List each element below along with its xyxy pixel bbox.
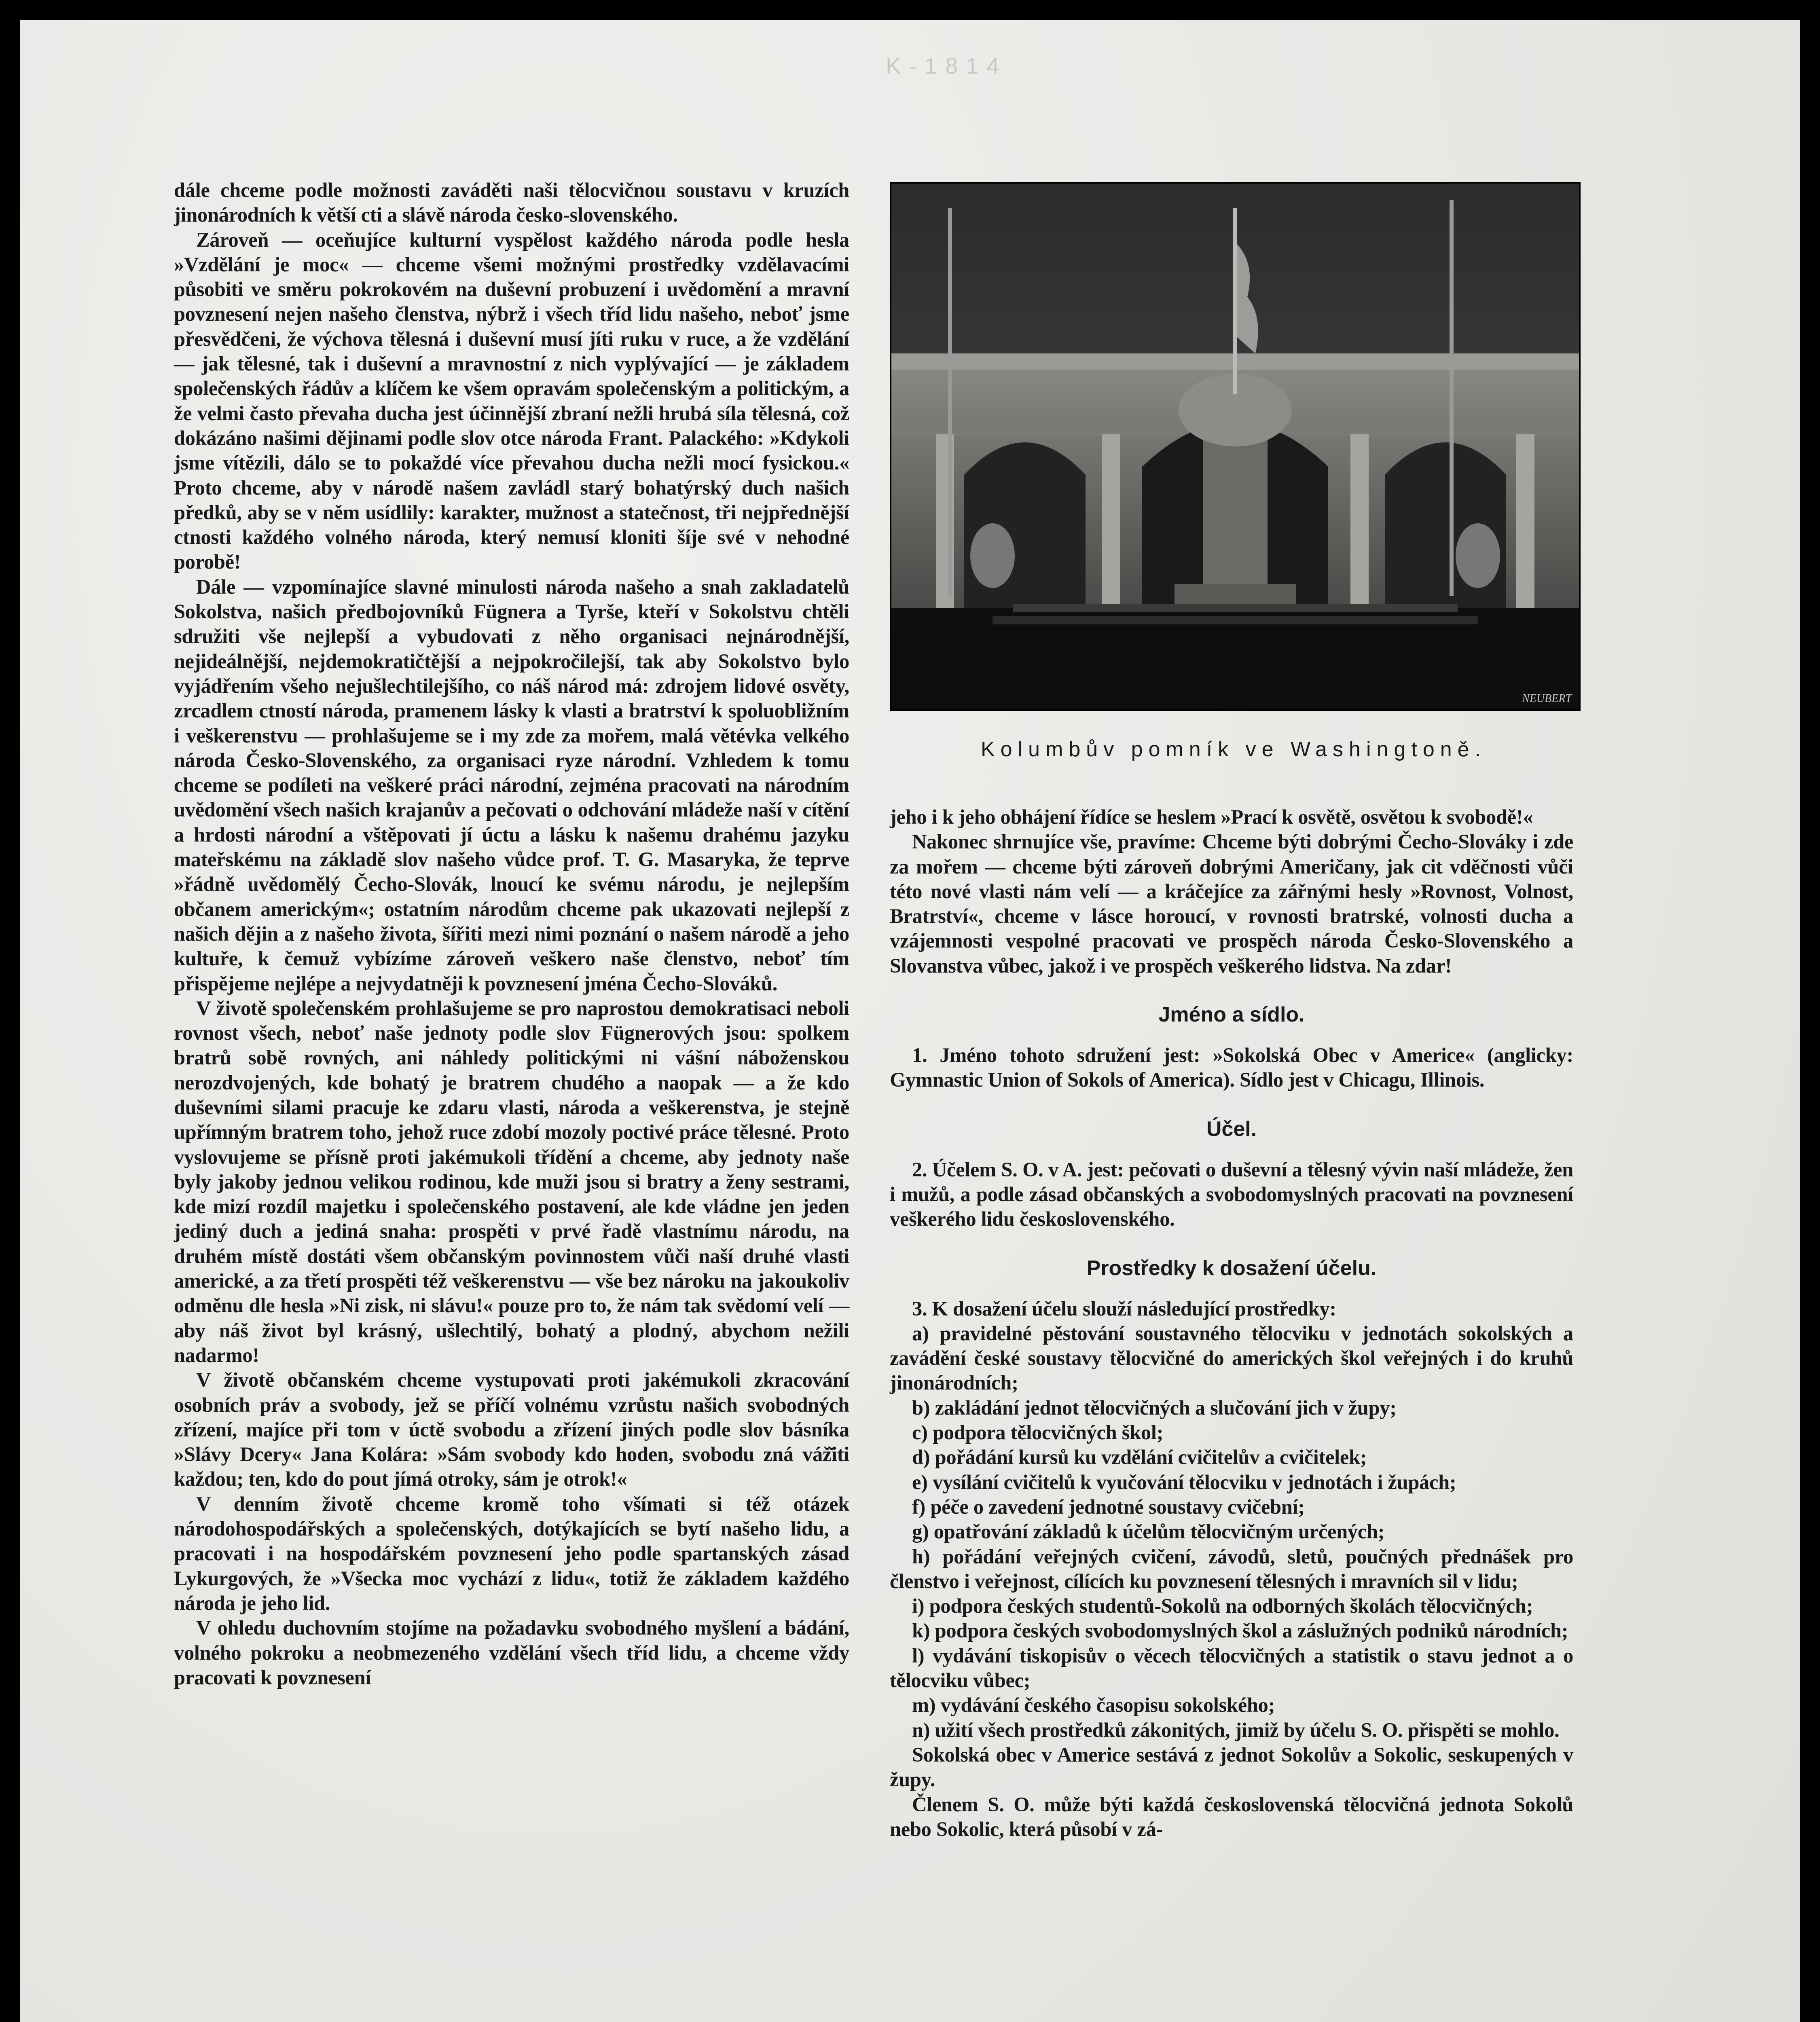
paragraph: 1. Jméno tohoto sdružení jest: »Sokolská Obec v Americe« (anglicky: Gymnastic Union of Sokols of America). Sídlo jest v Chicagu, Illinois. <box>890 1044 1573 1091</box>
paragraph: Zároveň — oceňujíce kulturní vyspělost každého národa podle hesla »Vzdělání je moc« — chceme všemi možnými prostředky vzdělavacími působiti ve směru pokrokovém na duševní probuzení i uvědomění a mravní povznesení nejen našeho členstva, nýbrž i všech tříd lidu našeho, neboť jsme přesvědčeni, že výchova tělesná i duševní musí jíti ruku v ruce, a že vzdělání — jak tělesné, tak i duševní a mravnostní z nich vyplývající — je základem společenských řádův a klíčem ke všem opravám společenským a politickým, a že velmi často převaha ducha jest účinnější zbraní nežli hrubá síla tělesná, což dokázáno našimi dějinami podle slov otce národa Frant. Palackého: »Kdykoli jsme vítězili, dálo se to pokaždé více převahou ducha nežli mocí fysickou.« Proto chceme, aby v národě našem zavládl starý bohatýrský duch našich předků, aby se v něm usídlily: karakter, mužnost a statečnost, tři nejpřednější ctnosti každého volného národa, který nemusí kloniti šíje své v nehodné porobě! <box>174 228 849 573</box>
right-column <box>890 805 1573 1842</box>
paragraph: V denním životě chceme kromě toho všímati si též otázek národohospodářských a společenských, dotýkajících se bytí našeho lidu, a pracovati i na hospodářském povznesení jeho podle spartanských zásad Lykurgových, že »Všecka moc vychází z lidu«, totiž že základem každého národa je jeho lid. <box>174 1492 849 1614</box>
paragraph: 2. Účelem S. O. v A. jest: pečovati o duševní a tělesný vývin naší mládeže, žen i mužů, a podle zásad občanských a svobodomyslných pracovati na povznesení veškerého lidu československého. <box>890 1158 1573 1231</box>
photo-figure <box>890 182 1577 761</box>
paragraph: V ohledu duchovním stojíme na požadavku svobodného myšlení a bádání, volného pokroku a neobmezeného vzdělání všech tříd lidu, a chceme vždy pracovati k povznesení <box>174 1616 849 1689</box>
list-item: k) podpora českých svobodomyslných škol a záslužných podniků národních; <box>912 1619 1568 1642</box>
paragraph: Dále — vzpomínajíce slavné minulosti národa našeho a snah zakladatelů Sokolstva, našich předbojovníků Fügnera a Tyrše, kteří v Sokolstvu chtěli sdružiti vše nejlepší a vybudovati z něho organisaci nejnárodnější, nejideálnější, nejdemokratičtější a nejpokročilejší, tak aby Sokolstvo bylo vyjádřením všeho nejušlechtilejšího, co náš národ má: zdrojem lidové osvěty, zrcadlem ctností národa, pramenem lásky k vlasti a bratrství k spoluobližním i veškerenstvu — prohlašujeme se i my zde za mořem, malá větévka velkého národa Česko-Slovenského, za organisaci ryze národní. Vzhledem k tomu chceme se podíleti na veškeré práci národní, zejména pracovati na národním uvědomění všech našich krajanův a pečovati o odchování mládeže naší v cítění a hrdosti národní a vštěpovati jí úctu a lásku k našemu drahému jazyku mateřskému na základě slov našeho vůdce prof. T. G. Masaryka, že teprve »řádně uvědomělý Čecho-Slovák, lnoucí ke svému národu, je nejlepším občanem americkým«; ostatním národům chceme pak ukazovati nejlepší z našich dějin a z našeho života, šířiti mezi nimi poznání o našem národě a jeho kultuře, k čemuž vybízíme zároveň veškero naše členstvo, neboť tím přispějeme nejlépe a nejvydatněji k povznesení jména Čecho-Slováků. <box>174 575 849 995</box>
section-heading: Jméno a sídlo. <box>1158 1003 1305 1027</box>
list-item: b) zakládání jednot tělocvičných a slučování jich v župy; <box>912 1396 1397 1419</box>
paragraph: 3. K dosažení účelu slouží následující prostředky: <box>912 1297 1336 1320</box>
paragraph: dále chceme podle možnosti zaváděti naši tělocvičnou soustavu v kruzích jinonárodních k větší cti a slávě národa česko-slovenského. <box>174 179 849 226</box>
list-item: m) vydávání českého časopisu sokolského; <box>912 1694 1275 1717</box>
paragraph: Členem S. O. může býti každá československá tělocvičná jednota Sokolů nebo Sokolic, která působí v zá- <box>890 1793 1573 1840</box>
section-heading: Účel. <box>1206 1117 1257 1141</box>
list-item: a) pravidelné pěstování soustavného tělocviku v jednotách sokolských a zavádění české soustavy tělocvičné do amerických škol veřejných i do kruhů jinonárodních; <box>890 1322 1573 1394</box>
list-item: g) opatřování základů k účelům tělocvičným určených; <box>912 1520 1385 1543</box>
list-item: h) pořádání veřejných cvičení, závodů, sletů, poučných přednášek pro členstvo i veřejnost, cílících ku povznesení tělesných i mravních sil v lidu; <box>890 1545 1573 1593</box>
list-item: d) pořádání kursů ku vzdělání cvičitelův a cvičitelek; <box>912 1446 1367 1469</box>
photo-illustration <box>891 184 1579 709</box>
header-stamp: K-1814 <box>886 53 1007 78</box>
paragraph: jeho i k jeho obhájení řídíce se heslem »Prací k osvětě, osvětou k svobodě!« <box>890 806 1533 828</box>
list-item: e) vysílání cvičitelů k vyučování tělocviku v jednotách i župách; <box>912 1470 1456 1493</box>
document-page <box>20 20 1800 2022</box>
paragraph: V životě společenském prohlašujeme se pro naprostou demokratisaci neboli rovnost všech, neboť naše jednoty podle slov Fügnerových jsou: spolkem bratrů sobě rovných, ani náhledy politickými ni vášní náboženskou nerozdvojených, kde bohatý je bratrem chudého a naopak — a že kdo duševními silami pracuje ke zdaru vlasti, národa a veškerenstva, je stejně upřímným bratrem toho, jehož ruce zdobí mozoly poctivé práce tělesné. Proto vyslovujeme se přísně proti jakémukoli třídění a chceme, aby jednoty naše byly jakoby jednou velikou rodinou, kde muži jsou si bratry a ženy sestrami, kde mizí rozdíl majetku i společenského postavení, ale kde vládne jen jeden jediný duch a jediná snaha: prospěti v prvé řadě vlastnímu národu, na druhém místě dostáti všem občanským povinnostem vůči naší druhé vlasti americké, a za třetí prospěti též veškerenstvu — vše bez nároku na jakoukoliv odměnu dle hesla »Ni zisk, ni slávu!« pouze pro to, že nám tak svědomí velí — aby náš život byl krásný, ušlechtilý, bohatý a plodný, abychom nežili nadarmo! <box>174 996 849 1366</box>
left-column <box>174 178 849 1690</box>
paragraph: V životě občanském chceme vystupovati proti jakémukoli zkracování osobních práv a svobody, jež se příčí volnému vzrůstu našich svobodných zřízení, majíce při tom v úctě svobodu a zřízení jiných podle slov básníka »Slávy Dcery« Jana Kolára: »Sám svobody kdo hoden, svobodu zná váž̌iti každou; ten, kdo do pout jímá otroky, sám je otrok!« <box>174 1368 849 1491</box>
list-item: f) péče o zavedení jednotné soustavy cvičební; <box>912 1495 1305 1518</box>
list-item: i) podpora českých studentů-Sokolů na odborných školách tělocvičných; <box>912 1595 1533 1618</box>
list-item: c) podpora tělocvičných škol; <box>912 1421 1164 1444</box>
photo-credit: NEUBERT <box>1522 692 1572 705</box>
paragraph: Sokolská obec v Americe sestává z jednot Sokolův a Sokolic, seskupených v župy. <box>890 1743 1573 1791</box>
columbus-monument-photo <box>890 182 1581 711</box>
figure-caption: Kolumbův pomník ve Washingtoně. <box>980 738 1487 761</box>
list-item: n) užití všech prostředků zákonitých, jimiž by účelu S. O. přispěti se mohlo. <box>912 1718 1560 1741</box>
list-item: l) vydávání tiskopisův o věcech tělocvičných a statistik o stavu jednot a o tělocviku vůbec; <box>890 1644 1573 1692</box>
paragraph: Nakonec shrnujíce vše, pravíme: Chceme býti dobrými Čecho-Slováky i zde za mořem — chceme býti zároveň dobrými Američany, jak cit vděčnosti vůči této nové vlasti nám velí — a kráčejíce za zářnými hesly »Rovnost, Volnost, Bratrství«, chceme v lásce horoucí, v rovnosti bratrské, volnosti ducha a vzájemnosti vespolné pracovati ve prospěch národa Česko-Slovenského a Slovanstva vůbec, jakož i ve prospěch veškerého lidstva. Na zdar! <box>890 830 1573 977</box>
section-heading: Prostředky k dosažení účelu. <box>1086 1256 1377 1280</box>
